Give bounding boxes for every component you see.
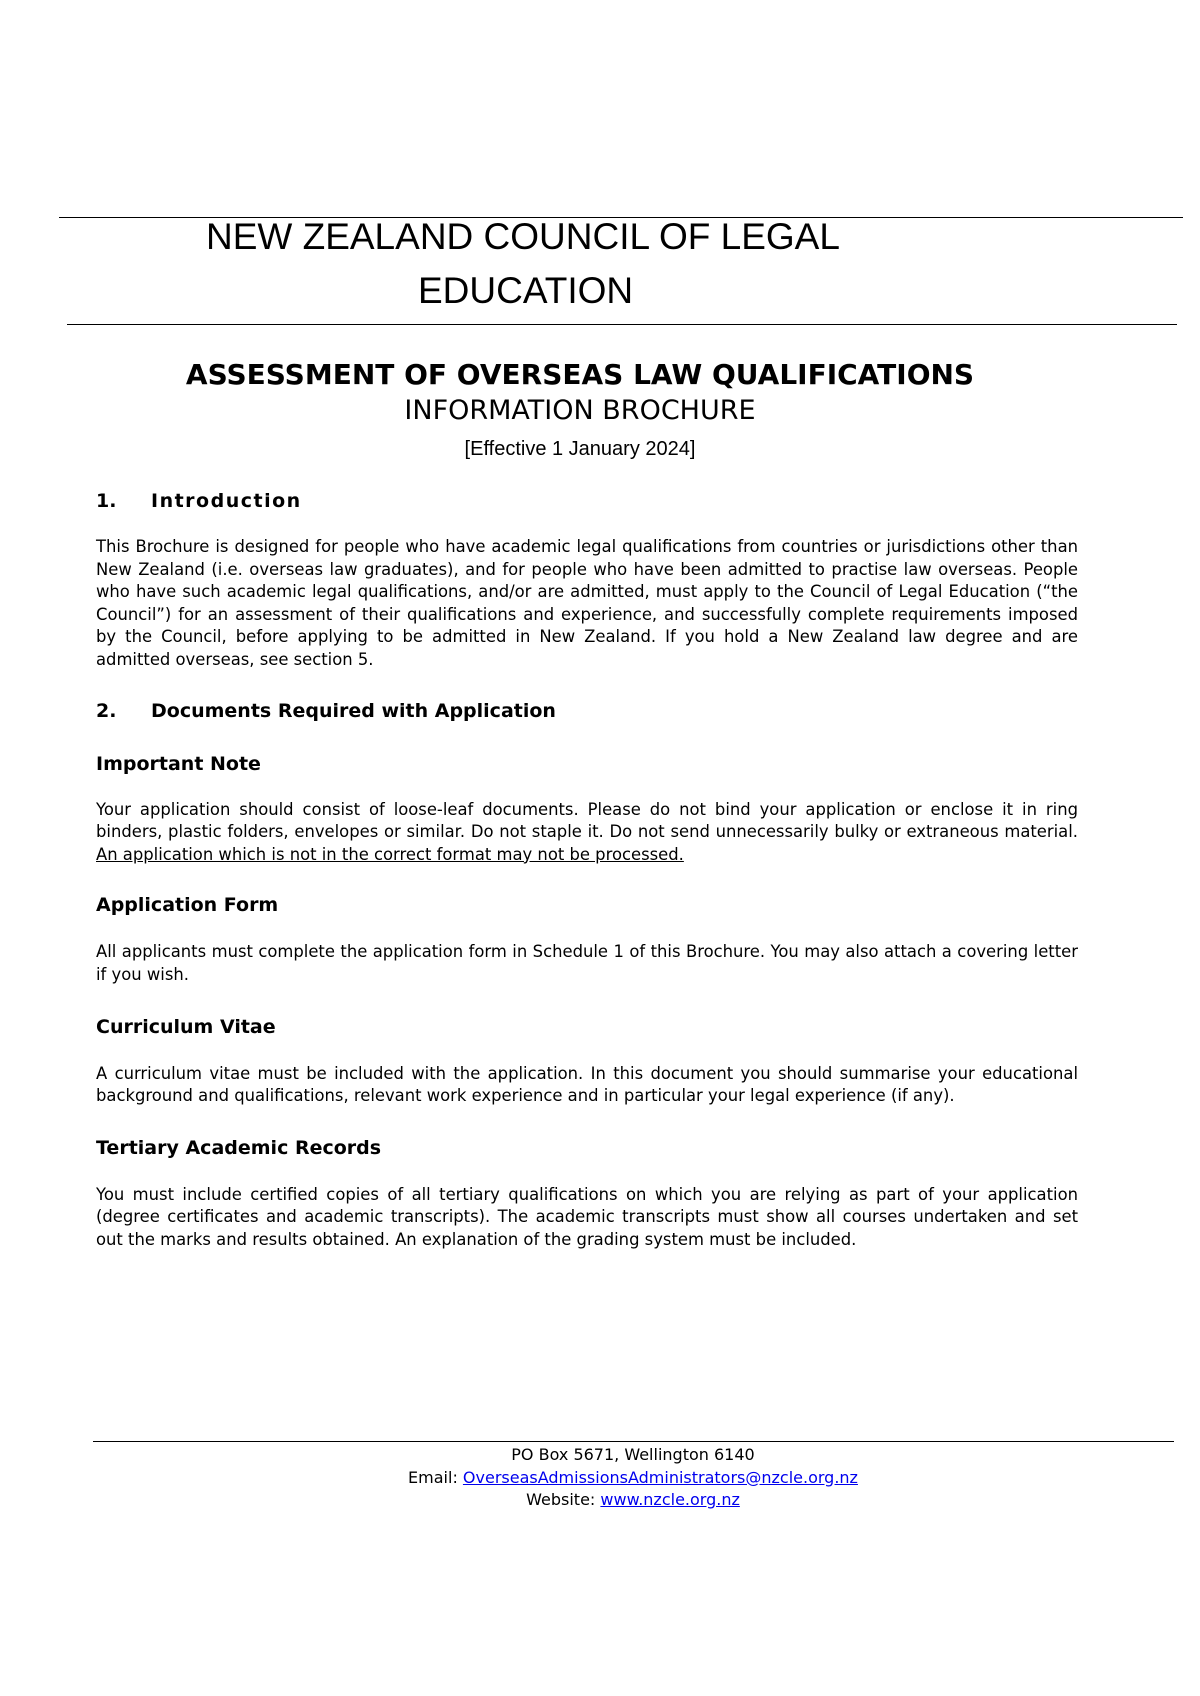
curriculum-vitae-heading: Curriculum Vitae: [96, 1015, 276, 1038]
footer-email-link[interactable]: OverseasAdmissionsAdministrators@nzcle.org.nz: [462, 1467, 858, 1487]
footer-website-line: [93, 1489, 1173, 1512]
curriculum-vitae-paragraph: A curriculum vitae must be included with the application. In this document you should summarise your educational background and qualifications, relevant work experience and in particular your legal experience (if any).: [96, 1063, 1078, 1106]
section-1-heading: [96, 488, 1078, 514]
important-note-paragraph: [96, 799, 1078, 867]
introduction-paragraph: This Brochure is designed for people who have academic legal qualifications from countries or jurisdictions other than New Zealand (i.e. overseas law graduates), and for people who have been admitted to practise law overseas. People who have such academic legal qualifications, and/or are admitted, must apply to the Council of Legal Education (“the Council”) for an assessment of their qualifications and experience, and successfully complete requirements imposed by the Council, before applying to be admitted in New Zealand. If you hold a New Zealand law degree and are admitted overseas, see section 5.: [96, 537, 1078, 669]
footer-email-line: [93, 1467, 1173, 1490]
footer-email-label: Email:: [408, 1467, 463, 1487]
footer: [93, 1444, 1173, 1512]
document-title: ASSESSMENT OF OVERSEAS LAW QUALIFICATIONS: [185, 358, 975, 391]
organisation-name-line-2: EDUCATION: [418, 270, 634, 311]
section-2-number: 2.: [96, 699, 117, 722]
tertiary-records-paragraph: You must include certified copies of all tertiary qualifications on which you are relying as part of your application (degree certificates and academic transcripts). The academic transcripts must show all courses undertaken and set out the marks and results obtained. An explanation of the grading system must be included.: [96, 1184, 1078, 1249]
footer-address: PO Box 5671, Wellington 6140: [511, 1445, 755, 1464]
document-subtitle: INFORMATION BROCHURE: [404, 395, 756, 426]
organisation-name-line-1: NEW ZEALAND COUNCIL OF LEGAL: [206, 216, 840, 257]
important-note-heading: Important Note: [96, 752, 261, 775]
effective-date: [Effective 1 January 2024]: [464, 438, 696, 460]
section-1-number: 1.: [96, 490, 117, 512]
important-note-warning: An application which is not in the correct format may not be processed.: [96, 844, 684, 864]
footer-website-link[interactable]: www.nzcle.org.nz: [600, 1490, 740, 1509]
header-bottom-rule: [67, 324, 1177, 325]
application-form-heading: Application Form: [96, 894, 279, 917]
section-2-heading: [96, 698, 1078, 724]
section-1-title: Introduction: [151, 490, 302, 512]
section-2-title: Documents Required with Application: [151, 699, 556, 722]
application-form-paragraph: All applicants must complete the application form in Schedule 1 of this Brochure. You may also attach a covering letter if you wish.: [96, 942, 1078, 984]
tertiary-records-heading: Tertiary Academic Records: [96, 1136, 382, 1159]
footer-website-label: Website:: [526, 1490, 601, 1509]
document-body: [96, 488, 1078, 1252]
footer-rule: [93, 1441, 1174, 1442]
important-note-text: Your application should consist of loose-leaf documents. Please do not bind your application or enclose it in ring binders, plastic folders, envelopes or similar. Do not staple it. Do not send unnecessarily bulky or extraneous material.: [96, 799, 1078, 842]
